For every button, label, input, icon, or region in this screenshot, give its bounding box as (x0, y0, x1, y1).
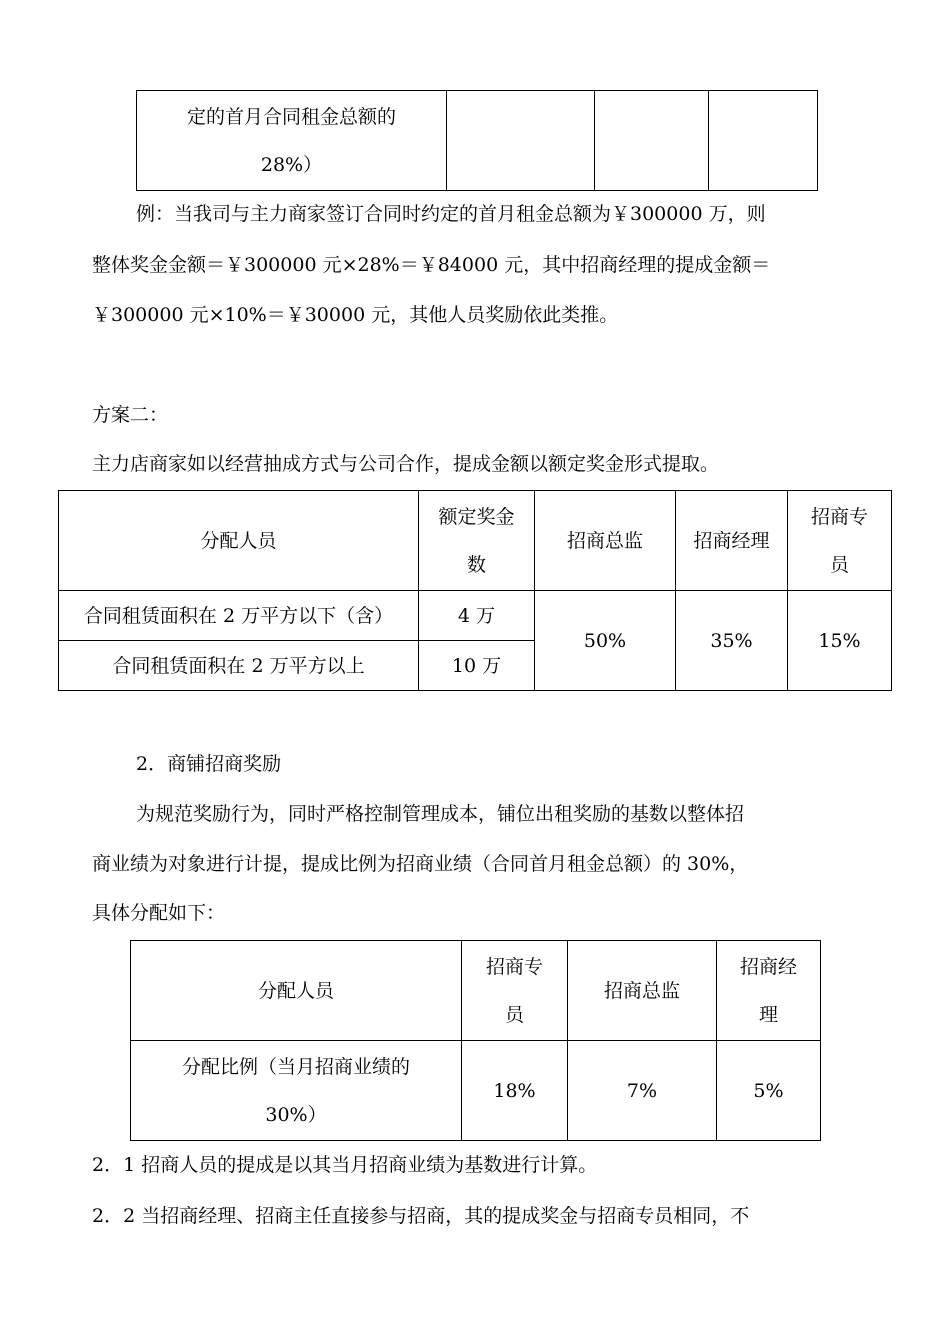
plan2-header-manager: 招商经理 (676, 491, 788, 591)
plan2-share-manager: 35% (676, 591, 788, 691)
plan2-header-staff: 分配人员 (59, 491, 419, 591)
section2-para-line1: 为规范奖励行为，同时严格控制管理成本，铺位出租奖励的基数以整体招 (136, 803, 745, 825)
example-line2: 整体奖金金额＝￥300000 元×28%＝￥84000 元，其中招商经理的提成金额＝ (92, 254, 771, 276)
section2-table (130, 940, 821, 1141)
top-table-empty-cell (447, 91, 595, 191)
top-table-empty-cell (595, 91, 709, 191)
plan2-header-specialist (788, 491, 892, 591)
plan2-row1-amount: 4 万 (419, 591, 535, 641)
top-table (136, 90, 818, 191)
plan2-share-specialist: 15% (788, 591, 892, 691)
plan2-header-amount (419, 491, 535, 591)
section2-header-director: 招商总监 (568, 941, 717, 1041)
plan2-row1-label: 合同租赁面积在 2 万平方以下（含） (59, 591, 419, 641)
section2-header-staff: 分配人员 (131, 941, 462, 1041)
section2-header-manager (717, 941, 821, 1041)
section2-header-specialist-line1: 招商专 (485, 955, 543, 978)
section2-row-label-line1: 分配比例（当月招商业绩的 (181, 1055, 410, 1078)
plan2-row2-amount: 10 万 (419, 641, 535, 691)
top-table-cell (137, 91, 447, 191)
plan2-description: 主力店商家如以经营抽成方式与公司合作，提成金额以额定奖金形式提取。 (92, 453, 720, 475)
section2-row-specialist: 18% (462, 1041, 568, 1141)
section2-header-manager-line1: 招商经 (739, 955, 797, 978)
section2-row-label (131, 1041, 462, 1141)
plan2-heading: 方案二： (92, 404, 169, 426)
section2-para-line2: 商业绩为对象进行计提，提成比例为招商业绩（合同首月租金总额）的 30%， (92, 853, 749, 875)
plan2-header-specialist-line1: 招商专 (810, 505, 868, 528)
section2-header-specialist (462, 941, 568, 1041)
section2-row-label-line2: 30%） (265, 1103, 327, 1126)
section2-header-manager-line2: 理 (758, 1003, 778, 1026)
plan2-share-director: 50% (535, 591, 676, 691)
section2-row-director: 7% (568, 1041, 717, 1141)
plan2-header-amount-line1: 额定奖金 (438, 505, 515, 528)
section2-note1: 2．1 招商人员的提成是以其当月招商业绩为基数进行计算。 (92, 1154, 598, 1176)
plan2-row2-label: 合同租赁面积在 2 万平方以上 (59, 641, 419, 691)
top-table-cell-line2: 28%） (260, 153, 323, 176)
section2-para-line3: 具体分配如下： (92, 902, 226, 924)
section2-row-manager: 5% (717, 1041, 821, 1141)
top-table-empty-cell (709, 91, 818, 191)
example-line1: 例：当我司与主力商家签订合同时约定的首月租金总额为￥300000 万，则 (136, 203, 766, 225)
example-line3: ￥300000 元×10%＝￥30000 元，其他人员奖励依此类推。 (92, 304, 619, 326)
plan2-header-director: 招商总监 (535, 491, 676, 591)
section2-heading: 2．商铺招商奖励 (136, 753, 282, 775)
plan2-table (58, 490, 892, 691)
section2-header-specialist-line2: 员 (504, 1003, 524, 1026)
plan2-header-amount-line2: 数 (466, 553, 486, 576)
section2-note2: 2．2 当招商经理、招商主任直接参与招商，其的提成奖金与招商专员相同，不 (92, 1205, 750, 1227)
top-table-cell-line1: 定的首月合同租金总额的 (186, 105, 396, 128)
plan2-header-specialist-line2: 员 (829, 553, 849, 576)
